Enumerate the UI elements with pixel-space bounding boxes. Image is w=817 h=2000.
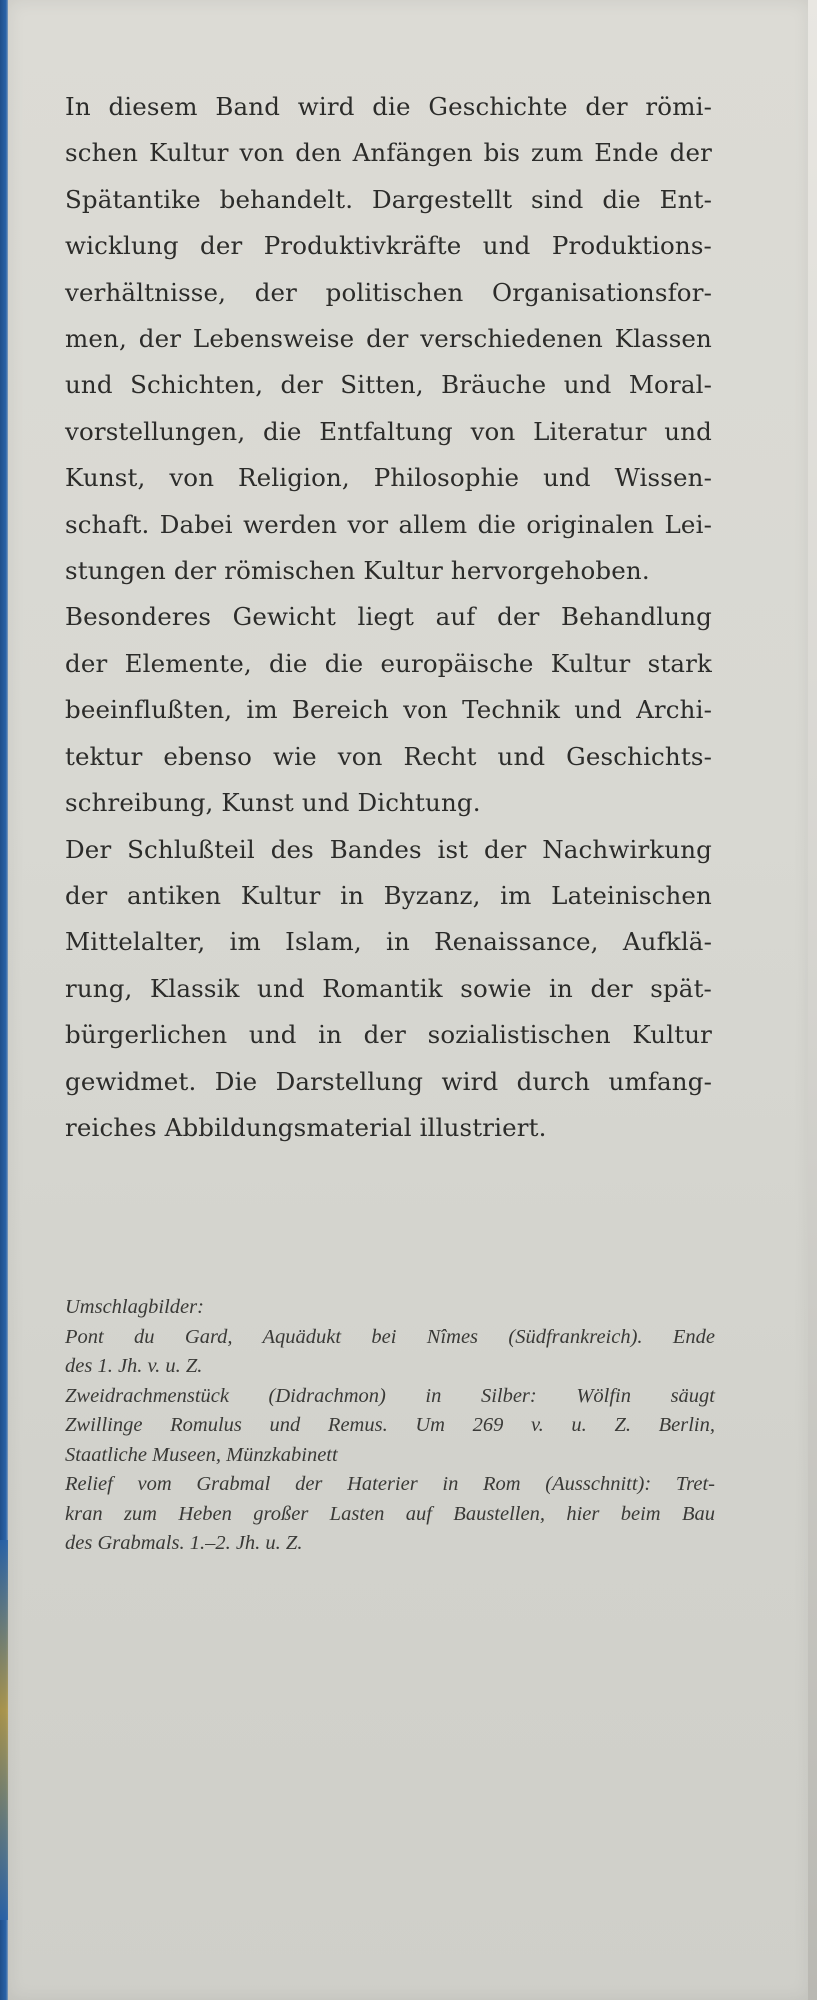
credits-line-5: Zwillinge Romulus und Remus. Um 269 v. u. Z. Berlin, xyxy=(65,1414,715,1436)
blurb-paragraph xyxy=(65,84,712,1151)
blurb-line-12: Besonderes Gewicht liegt auf der Behandlung xyxy=(65,602,712,632)
credits-line-3: des 1. Jh. v. u. Z. xyxy=(65,1355,203,1377)
blurb-line-8: vorstellungen, die Entfaltung von Literatur und xyxy=(65,416,712,446)
book-cover-edge xyxy=(0,1540,8,1920)
blurb-line-2: schen Kultur von den Anfängen bis zum Ende der xyxy=(65,138,712,168)
blurb-line-9: Kunst, von Religion, Philosophie und Wissen- xyxy=(65,463,712,493)
blurb-line-3: Spätantike behandelt. Dargestellt sind die Ent- xyxy=(65,184,712,214)
blurb-line-11: stungen der römischen Kultur hervorgehoben. xyxy=(65,556,650,586)
blurb-line-22: gewidmet. Die Darstellung wird durch umfang- xyxy=(65,1066,712,1096)
blurb-line-15: tektur ebenso wie von Recht und Geschichts- xyxy=(65,741,712,771)
blurb-line-17: Der Schlußteil des Bandes ist der Nachwirkung xyxy=(65,834,712,864)
credits-line-6: Staatliche Museen, Münzkabinett xyxy=(65,1443,338,1466)
credits-line-8: kran zum Heben großer Lasten auf Baustellen, hier beim Bau xyxy=(65,1502,715,1525)
page-edge-shadow xyxy=(808,0,817,2000)
blurb-line-7: und Schichten, der Sitten, Bräuche und Moral- xyxy=(65,370,712,400)
cover-image-credits xyxy=(65,1293,715,1559)
blurb-line-14: beeinflußten, im Bereich von Technik und Archi- xyxy=(65,695,712,725)
credits-heading: Umschlagbilder: xyxy=(65,1296,204,1318)
blurb-line-18: der antiken Kultur in Byzanz, im Lateinischen xyxy=(65,880,712,910)
blurb-line-10: schaft. Dabei werden vor allem die originalen Lei- xyxy=(65,509,712,539)
blurb-line-5: verhältnisse, der politischen Organisationsfor- xyxy=(65,277,712,307)
blurb-line-19: Mittelalter, im Islam, in Renaissance, Aufklä- xyxy=(65,927,712,957)
blurb-line-20: rung, Klassik und Romantik sowie in der spät- xyxy=(65,973,712,1003)
blurb-line-13: der Elemente, die die europäische Kultur stark xyxy=(65,648,712,678)
credits-line-9: des Grabmals. 1.–2. Jh. u. Z. xyxy=(65,1532,303,1554)
blurb-line-1: In diesem Band wird die Geschichte der römi- xyxy=(65,92,712,121)
credits-line-7: Relief vom Grabmal der Haterier in Rom (Ausschnitt): Tret- xyxy=(65,1473,715,1495)
credits-line-2: Pont du Gard, Aquädukt bei Nîmes (Südfrankreich). Ende xyxy=(65,1325,715,1348)
blurb-line-23: reiches Abbildungsmaterial illustriert. xyxy=(65,1112,547,1142)
blurb-line-16: schreibung, Kunst und Dichtung. xyxy=(65,788,481,818)
credits-line-4: Zweidrachmenstück (Didrachmon) in Silber: Wölfin säugt xyxy=(65,1384,715,1407)
blurb-line-21: bürgerlichen und in der sozialistischen Kultur xyxy=(65,1020,712,1050)
blurb-line-4: wicklung der Produktivkräfte und Produktions- xyxy=(65,231,712,261)
dust-jacket-flap xyxy=(8,0,810,2000)
blurb-line-6: men, der Lebensweise der verschiedenen Klassen xyxy=(65,324,712,354)
